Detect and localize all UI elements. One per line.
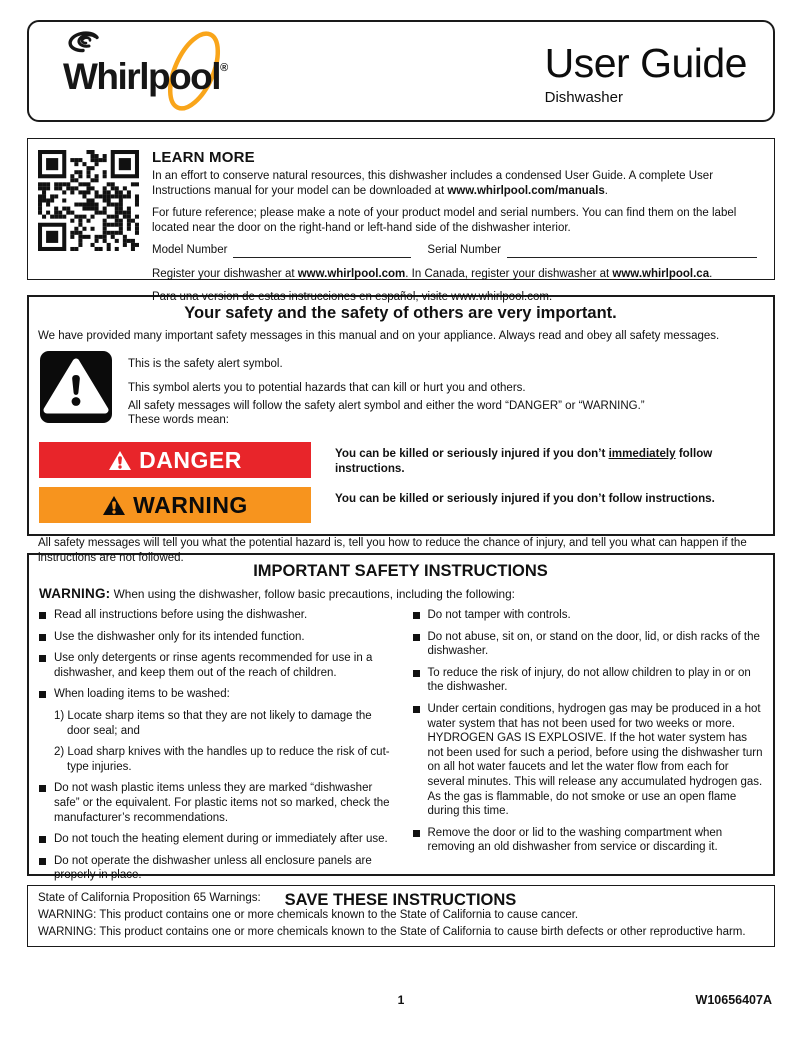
- bullet-square-icon: [413, 706, 420, 713]
- bullet-text: Do not abuse, sit on, or stand on the door, lid, or dish racks of the dishwasher.: [427, 630, 760, 658]
- bullet-text: Do not tamper with controls.: [427, 609, 571, 621]
- bullet-item: [39, 687, 391, 702]
- bullet-square-icon: [39, 691, 46, 698]
- learn-more-title: LEARN MORE: [152, 149, 255, 166]
- safety-importance-box: [27, 295, 775, 564]
- warning-prefix: WARNING:: [39, 586, 111, 601]
- bullet-text: Remove the door or lid to the washing compartment when removing an old dishwasher from service or discarding it.: [427, 826, 723, 854]
- danger-row: [37, 442, 764, 478]
- document-number: W10656407A: [695, 993, 772, 1007]
- bullet-item: [413, 826, 765, 855]
- bullet-item: [39, 832, 391, 847]
- save-instructions-title: SAVE THESE INSTRUCTIONS: [284, 890, 517, 909]
- brand-wordmark: Whirlpool®: [63, 56, 229, 97]
- registered-mark: ®: [220, 62, 229, 74]
- bullet-item: [39, 651, 391, 680]
- bullet-square-icon: [413, 670, 420, 677]
- register-url-ca: www.whirlpool.ca: [612, 268, 710, 281]
- header-titles: [545, 36, 747, 105]
- prop65-line: WARNING: This product contains one or more chemicals known to the State of California to cause cancer.: [38, 909, 579, 921]
- learn-more-paragraph-1: In an effort to conserve natural resources, this dishwasher includes a condensed User Guide. A complete User Instructions manual for your model can be downloaded at www.whirlpool.com/manuals.: [152, 170, 714, 197]
- safety-alert-icon: [39, 350, 113, 424]
- bullet-item: [413, 666, 765, 695]
- danger-triangle-icon: [108, 450, 132, 471]
- bullet-square-icon: [39, 612, 46, 619]
- bullet-text: Do not operate the dishwasher unless all enclosure panels are properly in place.: [54, 854, 372, 882]
- instructions-left-column: [39, 608, 391, 890]
- safety-alert-line: This symbol alerts you to potential hazards that can kill or hurt you and others.: [128, 382, 526, 394]
- register-line: Register your dishwasher at www.whirlpool.com. In Canada, register your dishwasher at www.whirlpool.ca.: [152, 268, 713, 281]
- numbered-sub-item: 2) Load sharp knives with the handles up to reduce the risk of cut-type injuries.: [54, 746, 390, 773]
- page-number: 1: [397, 993, 405, 1007]
- spanish-line: Para una version de estas instrucciones en español, visite www.whirlpool.com.: [152, 290, 553, 303]
- bullet-item: [39, 781, 391, 825]
- bullet-text: Use the dishwasher only for its intended function.: [54, 630, 305, 643]
- model-number-blank: [233, 246, 411, 258]
- warning-triangle-icon: [102, 495, 126, 516]
- page-subtitle: Dishwasher: [544, 88, 623, 106]
- learn-more-paragraph-2: For future reference; please make a note of your product model and serial numbers. You can find them on the label located near the door on the right-hand or left-hand side of the dishwasher interior.: [152, 207, 737, 234]
- page-footer: [27, 993, 775, 1009]
- bullet-text: To reduce the risk of injury, do not allow children to play in or on the dishwasher.: [427, 666, 751, 694]
- bullet-square-icon: [39, 858, 46, 865]
- bullet-square-icon: [39, 836, 46, 843]
- bullet-square-icon: [39, 785, 46, 792]
- bullet-square-icon: [413, 612, 420, 619]
- manuals-url: www.whirlpool.com/manuals: [447, 184, 605, 197]
- bullet-square-icon: [39, 634, 46, 641]
- danger-description: You can be killed or seriously injured if you don’t immediately follow instructions.: [335, 447, 713, 476]
- prop65-line: WARNING: This product contains one or more chemicals known to the State of California to cause birth defects or other reproductive harm.: [38, 926, 746, 938]
- bullet-item: [413, 630, 765, 659]
- bullet-item: [39, 854, 391, 883]
- bullet-text: Read all instructions before using the dishwasher.: [54, 609, 308, 621]
- warning-label: WARNING: [133, 491, 248, 518]
- safety-alert-line: This is the safety alert symbol.: [128, 358, 283, 370]
- safety-title: Your safety and the safety of others are very important.: [184, 304, 617, 322]
- bullet-item: [413, 702, 765, 819]
- safety-alert-lines: [128, 350, 645, 432]
- qr-code: [38, 150, 139, 251]
- page-title: User Guide: [544, 40, 747, 87]
- instructions-warning-line: WARNING: When using the dishwasher, follow basic precautions, including the following:: [39, 586, 515, 601]
- safety-alert-row: [37, 350, 764, 432]
- bullet-square-icon: [413, 634, 420, 641]
- serial-number-label: Serial Number: [427, 244, 501, 257]
- header-box: [27, 20, 775, 122]
- model-number-label: Model Number: [152, 244, 228, 257]
- warning-row: [37, 487, 764, 523]
- learn-more-box: [27, 138, 775, 303]
- bullet-item: [413, 608, 765, 623]
- bullet-square-icon: [39, 655, 46, 662]
- warning-description: You can be killed or seriously injured if you don’t follow instructions.: [335, 492, 715, 505]
- instructions-right-column: [413, 608, 765, 890]
- safety-outro: All safety messages will tell you what the potential hazard is, tell you how to reduce the chance of injury, and tell you what can happen if the instructions are not followed.: [38, 537, 747, 564]
- instructions-columns: [37, 608, 764, 890]
- bullet-text: Use only detergents or rinse agents recommended for use in a dishwasher, and keep them out of the reach of children.: [54, 652, 373, 679]
- danger-badge: [39, 442, 311, 478]
- instructions-title: IMPORTANT SAFETY INSTRUCTIONS: [253, 562, 548, 580]
- bullet-item: [39, 608, 391, 623]
- whirlpool-logo: [49, 28, 269, 114]
- danger-label: DANGER: [139, 446, 242, 473]
- bullet-item: [39, 630, 391, 645]
- safety-intro: We have provided many important safety messages in this manual and on your appliance. Always read and obey all safety messages.: [38, 330, 720, 342]
- register-url-us: www.whirlpool.com: [297, 268, 406, 281]
- learn-more-body: [152, 148, 762, 303]
- serial-number-blank: [507, 246, 757, 258]
- bullet-text: When loading items to be washed:: [54, 688, 230, 701]
- warning-badge: [39, 487, 311, 523]
- bullet-text: Under certain conditions, hydrogen gas may be produced in a hot water system that has not been used for two weeks or more. HYDROGEN GAS IS EXPLOSIVE. If the hot water system has not been used for such a period, before using the dishwasher turn on all hot water faucets and let the water flow from each for several minutes. This will release any accumulated hydrogen gas. As the gas is flammable, do not smoke or use an open flame during this time.: [427, 702, 763, 818]
- safety-alert-line: All safety messages will follow the safety alert symbol and either the word “DANGER” or “WARNING.”: [128, 400, 645, 412]
- numbered-sub-item: 1) Locate sharp items so that they are not likely to damage the door seal; and: [54, 709, 372, 737]
- bullet-text: Do not wash plastic items unless they are marked “dishwasher safe” or the equivalent. For plastic items not so marked, check the manufacturer’s recommendations.: [54, 782, 390, 824]
- whirlpool-swirl-icon: [65, 30, 107, 54]
- bullet-square-icon: [413, 830, 420, 837]
- model-serial-row: [152, 243, 762, 258]
- safety-alert-line: These words mean:: [128, 414, 229, 426]
- prop65-line: State of California Proposition 65 Warnings:: [38, 892, 261, 904]
- bullet-text: Do not touch the heating element during or immediately after use.: [54, 833, 388, 846]
